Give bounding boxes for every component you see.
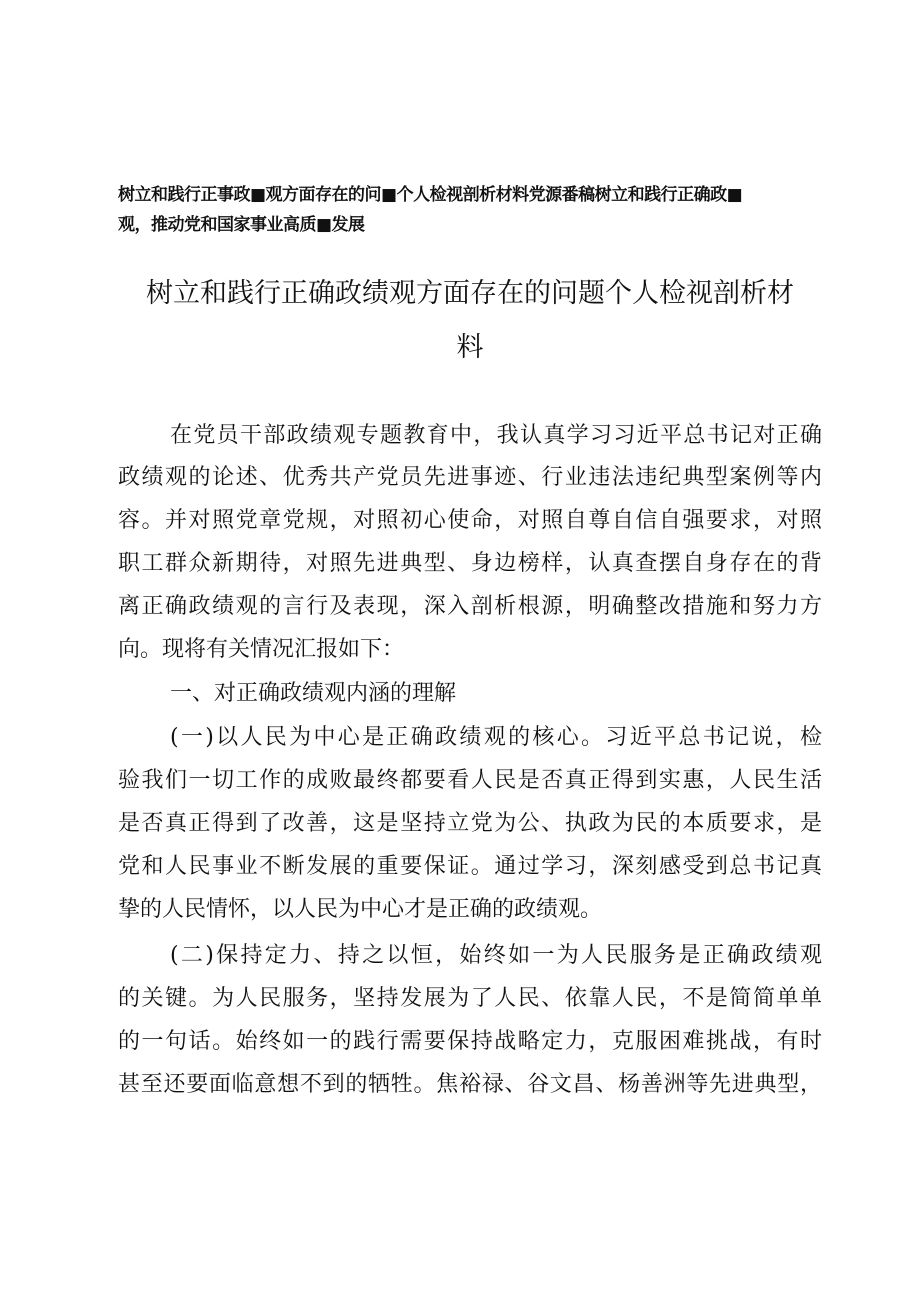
header-line-1: 树立和践行正事政■观方面存在的问■个人检视剖析材料党源番稿树立和践行正确政■: [118, 185, 743, 205]
document-title-line-2: 料: [456, 332, 484, 363]
intro-line: 政绩观的论述、优秀共产党员先进事迹、行业违法违纪典型案例等内: [118, 465, 822, 490]
header-line-2: 观，推动党和国家事业高质■发展: [118, 215, 365, 235]
paragraph-line: (一)以人民为中心是正确政绩观的核心。习近平总书记说，检: [170, 725, 822, 750]
paragraph-line: 的关键。为人民服务，坚持发展为了人民、依靠人民，不是简简单单: [118, 986, 822, 1011]
intro-line: 向。现将有关情况汇报如下：: [118, 637, 405, 662]
intro-line: 职工群众新期待，对照先进典型、身边榜样，认真查摆自身存在的背: [118, 551, 822, 576]
paragraph-line: 党和人民事业不断发展的重要保证。通过学习，深刻感受到总书记真: [118, 854, 822, 879]
paragraph-line: 的一句话。始终如一的践行需要保持战略定力，克服困难挑战，有时: [118, 1029, 822, 1054]
paragraph-line: 是否真正得到了改善，这是坚持立党为公、执政为民的本质要求，是: [118, 811, 822, 836]
paragraph-line: 验我们一切工作的成败最终都要看人民是否真正得到实惠，人民生活: [118, 768, 822, 793]
paragraph-line: (二)保持定力、持之以恒，始终如一为人民服务是正确政绩观: [170, 943, 822, 968]
paragraph-line: 甚至还要面临意想不到的牺牲。焦裕禄、谷文昌、杨善洲等先进典型，: [118, 1072, 822, 1097]
intro-line: 离正确政绩观的言行及表现，深入剖析根源，明确整改措施和努力方: [118, 594, 822, 619]
document-title-line-1: 树立和践行正确政绩观方面存在的问题个人检视剖析材: [146, 278, 794, 309]
paragraph-line: 挚的人民情怀，以人民为中心才是正确的政绩观。: [118, 897, 603, 922]
intro-line: 在党员干部政绩观专题教育中，我认真学习习近平总书记对正确: [170, 423, 822, 448]
section-heading: 一、对正确政绩观内涵的理解: [170, 681, 457, 706]
intro-line: 容。并对照党章党规，对照初心使命，对照自尊自信自强要求，对照: [118, 508, 822, 533]
